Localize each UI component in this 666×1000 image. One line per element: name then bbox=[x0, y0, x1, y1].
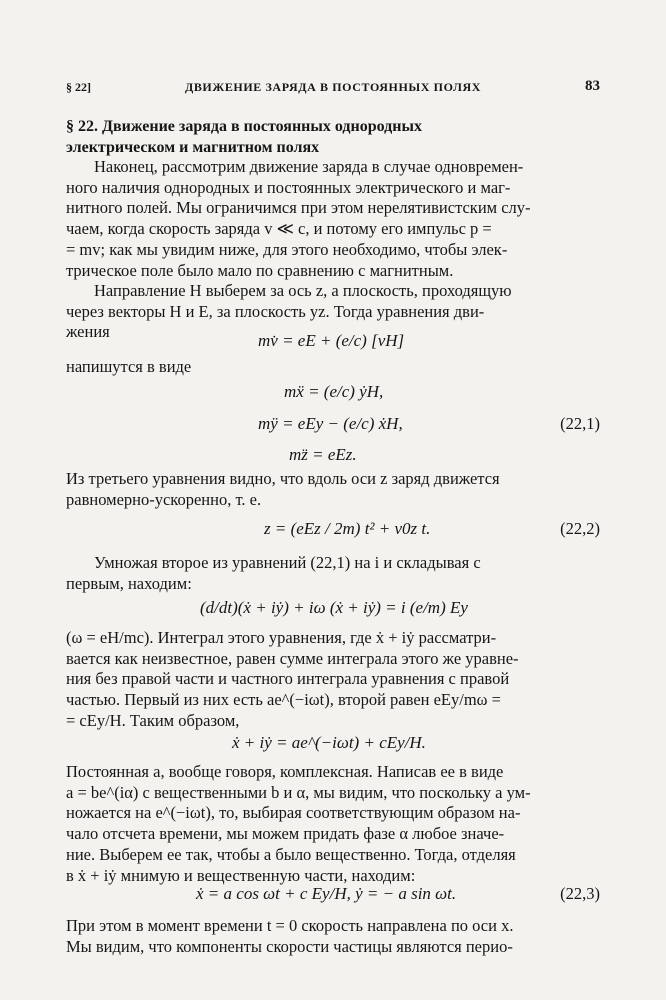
equation-system-line: mz̈ = eEz. bbox=[289, 445, 357, 464]
header-running-title: ДВИЖЕНИЕ ЗАРЯДА В ПОСТОЯННЫХ ПОЛЯХ bbox=[184, 80, 482, 94]
running-header bbox=[66, 78, 600, 98]
text-line: трическое поле было мало по сравнению с магнитным. bbox=[66, 260, 454, 280]
equation-number: (22,3) bbox=[560, 884, 600, 903]
equation-system-line: mÿ = eEy − (e/c) ẋH, bbox=[258, 414, 403, 433]
equation-system-line: mẍ = (e/c) ẏH, bbox=[284, 382, 384, 401]
text-line: в ẋ + iẏ мнимую и вещественную части, находим: bbox=[66, 865, 416, 885]
paragraph-5 bbox=[66, 553, 600, 594]
text-line: ния без правой части и частного интеграла уравнения с правой bbox=[66, 669, 510, 689]
paragraph-4 bbox=[66, 469, 600, 510]
text-line: При этом в момент времени t = 0 скорость направлена по оси x. bbox=[66, 916, 514, 935]
text-line: частью. Первый из них есть ae^(−iωt), второй равен eEy/mω = bbox=[66, 690, 501, 710]
text-line: ножается на e^(−iωt), то, выбирая соответствующим образом на- bbox=[66, 803, 521, 823]
equation-complex: (d/dt)(ẋ + iẏ) + iω (ẋ + iẏ) = i (e/m) Ey bbox=[200, 598, 468, 617]
text-line: Постоянная a, вообще говоря, комплексная. Написав ее в виде bbox=[66, 762, 504, 781]
header-section-mark: § 22] bbox=[66, 80, 91, 94]
text-line: чаем, когда скорость заряда v ≪ c, и потому его импульс p = bbox=[66, 219, 492, 239]
equation-number: (22,2) bbox=[560, 519, 600, 538]
section-title bbox=[66, 116, 600, 158]
text-line: чало отсчета времени, мы можем придать фазе α любое значе- bbox=[66, 824, 505, 844]
text-line: ного наличия однородных и постоянных электрического и маг- bbox=[66, 177, 511, 197]
equation-z: z = (eEz / 2m) t² + v0z t. bbox=[264, 519, 431, 538]
paragraph-8 bbox=[66, 916, 600, 957]
text-line: равномерно-ускоренно, т. е. bbox=[66, 489, 262, 509]
text-line: ние. Выберем ее так, чтобы a было вещественно. Тогда, отделяя bbox=[66, 844, 516, 864]
text-line: (ω = eH/mc). Интеграл этого уравнения, где ẋ + iẏ рассматри- bbox=[66, 628, 497, 647]
text-line: через векторы H и E, за плоскость yz. Тогда уравнения дви- bbox=[66, 301, 485, 321]
text-line: Мы видим, что компоненты скорости частицы являются перио- bbox=[66, 936, 513, 956]
page-number: 83 bbox=[585, 78, 600, 94]
equation-solution: ẋ + iẏ = ae^(−iωt) + cEy/H. bbox=[232, 733, 426, 752]
text-line: вается как неизвестное, равен сумме интеграла этого же уравне- bbox=[66, 648, 519, 668]
section-title-line: § 22. Движение заряда в постоянных однородных bbox=[66, 118, 422, 135]
paragraph-7 bbox=[66, 762, 600, 886]
text-line: Направление H выберем за ось z, а плоскость, проходящую bbox=[94, 281, 512, 300]
paragraph-6 bbox=[66, 628, 600, 732]
equation-motion: mv̇ = eE + (e/c) [vH] bbox=[258, 331, 405, 350]
text-line: первым, находим: bbox=[66, 573, 192, 593]
text-line: Из третьего уравнения видно, что вдоль оси z заряд движется bbox=[66, 469, 500, 488]
text-line: = mv; как мы увидим ниже, для этого необходимо, чтобы элек- bbox=[66, 239, 508, 259]
equation-velocity: ẋ = a cos ωt + c Ey/H, ẏ = − a sin ωt. bbox=[196, 884, 457, 903]
text-line: Умножая второе из уравнений (22,1) на i и складывая с bbox=[94, 553, 481, 572]
section-title-line: электрическом и магнитном полях bbox=[66, 139, 320, 156]
paragraph-3: напишутся в виде bbox=[66, 357, 192, 376]
text-line: Наконец, рассмотрим движение заряда в случае одновремен- bbox=[94, 157, 524, 176]
equation-number: (22,1) bbox=[560, 414, 600, 433]
paragraph-1 bbox=[66, 157, 600, 281]
text-line: = cEy/H. Таким образом, bbox=[66, 710, 240, 730]
text-line: жения bbox=[66, 322, 110, 342]
text-line: нитного полей. Мы ограничимся при этом нерелятивистским слу- bbox=[66, 198, 531, 218]
text-line: a = be^(iα) с вещественными b и α, мы видим, что поскольку a ум- bbox=[66, 782, 531, 802]
